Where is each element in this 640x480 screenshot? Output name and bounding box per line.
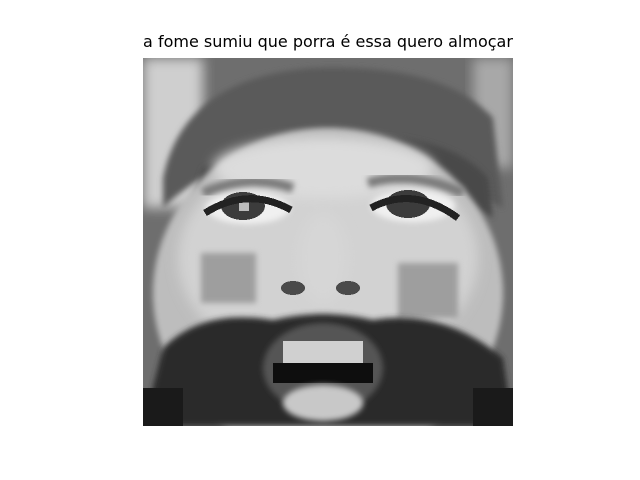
face-image-svg bbox=[143, 58, 513, 426]
right-cheek-mark bbox=[398, 263, 458, 318]
figure-title: a fome sumiu que porra é essa quero almoçar bbox=[143, 32, 513, 51]
mouth-opening bbox=[273, 363, 373, 383]
upper-teeth bbox=[283, 341, 363, 363]
lower-right-shadow bbox=[473, 388, 513, 426]
right-nostril bbox=[336, 281, 360, 295]
forehead-highlight bbox=[213, 138, 433, 198]
face-image bbox=[143, 58, 513, 426]
left-nostril bbox=[281, 281, 305, 295]
left-cheek-mark bbox=[201, 253, 256, 303]
lower-left-shadow bbox=[143, 388, 183, 426]
tongue bbox=[283, 385, 363, 421]
